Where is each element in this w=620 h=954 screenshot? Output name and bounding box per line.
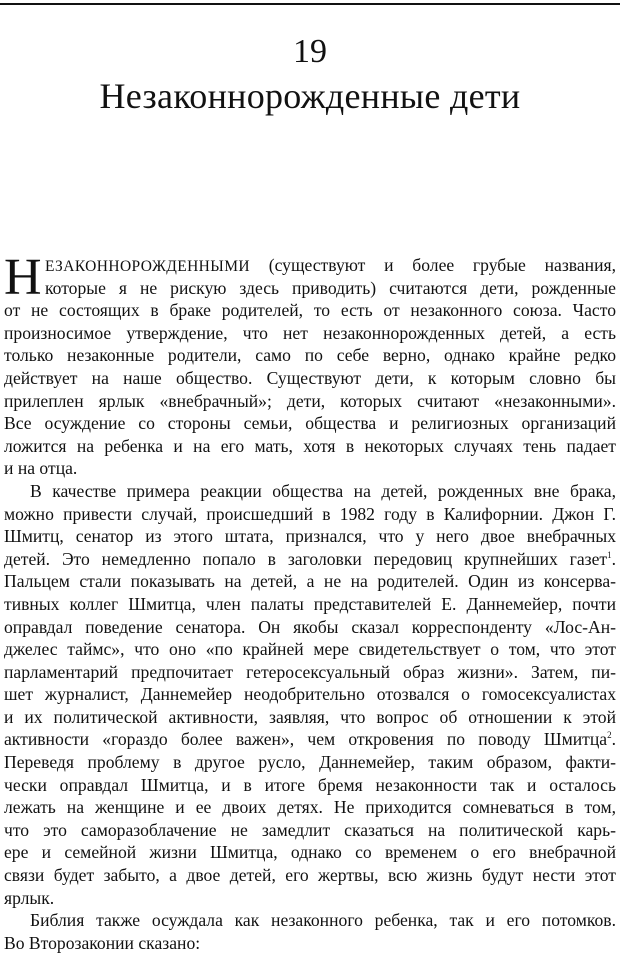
body-line: только незаконные родители, само по себе верно, однако крайне редко <box>4 345 616 366</box>
body-line: Шмитц, сенатор из этого штата, признался, что у него двое внебрачных <box>4 526 616 547</box>
body-line: ере и семейной жизни Шмитца, однако со временем о его внебрачной <box>4 842 616 863</box>
body-line: оправдал поведение сенатора. Он якобы сказал корреспонденту «Лос-Ан- <box>4 616 616 637</box>
body-text <box>4 249 616 954</box>
body-line: детей. Это немедленно попало в заголовки передовиц крупнейших газет$^1$. <box>4 548 616 569</box>
body-line: прилеплен ярлык «внебрачный»; дети, которых считают «незаконными». <box>4 390 616 411</box>
body-line: что это саморазоблачение не замедлит сказаться на политической карь- <box>4 819 616 840</box>
body-line: произносимое утверждение, что нет незаконнорожденных детей, а есть <box>4 322 616 343</box>
first-word: ЕЗАКОННОРОЖДЕННЫМИ <box>45 258 250 275</box>
body-line: активности «гораздо более важен», чем откровения по поводу Шмитца$^2$. <box>4 729 616 750</box>
body-line: действует на наше общество. Существуют дети, к которым словно бы <box>4 367 616 388</box>
body-line: Пальцем стали показывать на детей, а не на родителей. Один из консерва- <box>4 571 616 592</box>
body-line: парламентарий предпочитает гетеросексуальный образ жизни». Затем, пи- <box>4 661 616 682</box>
body-line: Все осуждение со стороны семьи, общества и религиозных организаций <box>4 413 616 434</box>
body-line: от не состоящих в браке родителей, то есть от незаконного союза. Часто <box>4 300 616 321</box>
body-line: тивных коллег Шмитца, член палаты представителей Е. Даннемейер, почти <box>4 593 616 614</box>
body-line: ложится на ребенка и на его мать, хотя в некоторых случаях тень падает <box>4 435 616 456</box>
body-line: лежать на женщине и ее двоих детях. Не приходится сомневаться в том, <box>4 797 616 818</box>
body-line: Библия также осуждала как незаконного ребенка, так и его потомков. <box>30 910 616 931</box>
footnote-ref-1: 1 <box>607 549 612 560</box>
drop-cap: Н <box>4 249 42 306</box>
body-line: связи будет забыто, а двое детей, его жертвы, всю жизнь будут нести этот <box>4 865 616 886</box>
chapter-title: Незаконнорожденные дети <box>99 76 521 116</box>
body-line: шет журналист, Даннемейер неодобрительно отозвался о гомосексуалистах <box>4 684 616 705</box>
body-line: можно привести случай, происшедший в 1982 году в Калифорнии. Джон Г. <box>4 503 616 524</box>
body-line: Н ЕЗАКОННОРОЖДЕННЫМИ (существуют и более грубые названия, <box>4 249 616 306</box>
body-line: Переведя проблему в другое русло, Даннемейер, таким образом, факти- <box>4 752 616 773</box>
body-line: Во Второзаконии сказано: <box>4 932 201 953</box>
body-line: чески оправдал Шмитца, и в итоге бремя незаконности так и осталось <box>4 774 616 795</box>
body-line: которые я не рискую здесь приводить) считаются дети, рожденные <box>45 277 616 298</box>
body-line: и на отца. <box>4 458 78 479</box>
body-line: ярлык. <box>4 887 55 908</box>
body-line: В качестве примера реакции общества на детей, рожденных вне брака, <box>30 480 616 501</box>
body-line: и их политической активности, заявляя, что вопрос об отношении к этой <box>4 706 616 727</box>
top-rule <box>0 3 620 5</box>
chapter-number: 19 <box>293 33 327 70</box>
footnote-ref-2: 2 <box>607 730 612 741</box>
body-line: джелес таймс», что оно «по крайней мере свидетельствует о том, что этот <box>4 639 616 660</box>
